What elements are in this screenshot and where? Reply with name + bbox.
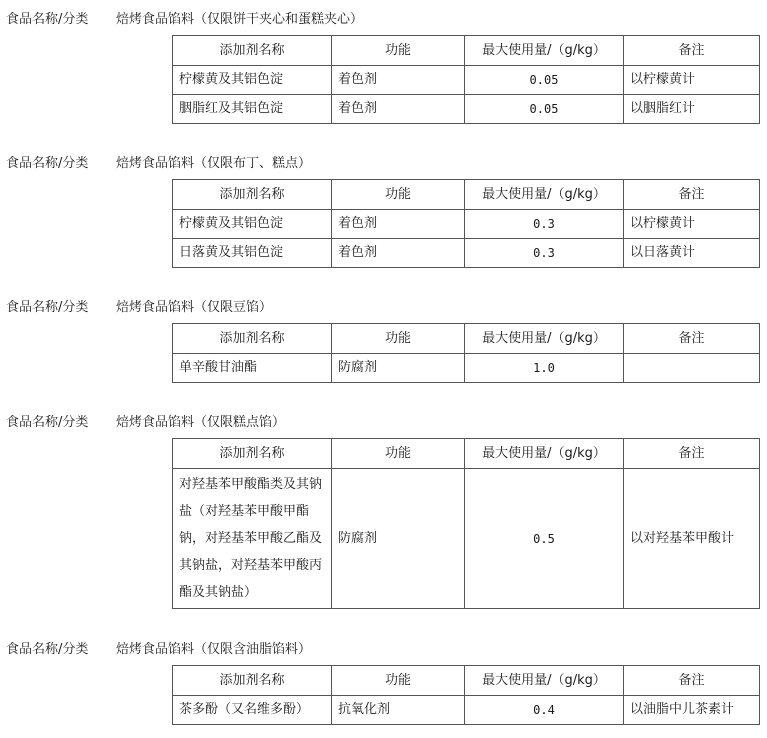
additive-table (172, 438, 760, 609)
header-max-usage: 最大使用量/（g/kg） (465, 36, 624, 66)
header-note: 备注 (624, 36, 760, 66)
function-cell: 防腐剂 (332, 354, 465, 383)
additive-name-cell: 日落黄及其铝色淀 (173, 239, 332, 268)
table-row (173, 354, 760, 383)
table-row (173, 469, 760, 609)
table-row (173, 696, 760, 725)
section-heading (6, 641, 311, 659)
header-additive-name: 添加剂名称 (173, 36, 332, 66)
food-category-name: 焙烤食品馅料（仅限含油脂馅料） (116, 642, 312, 657)
function-cell: 着色剂 (332, 66, 465, 95)
note-cell: 以胭脂红计 (624, 95, 760, 124)
additive-name-cell: 茶多酚（又名维多酚） (173, 696, 332, 725)
food-category-label: 食品名称/分类 (6, 642, 89, 657)
food-category-label: 食品名称/分类 (6, 12, 89, 27)
header-function: 功能 (332, 324, 465, 354)
section-heading (6, 414, 285, 432)
header-max-usage: 最大使用量/（g/kg） (465, 324, 624, 354)
header-note: 备注 (624, 180, 760, 210)
header-note: 备注 (624, 666, 760, 696)
table-header-row (173, 324, 760, 354)
additive-table (172, 35, 760, 124)
header-additive-name: 添加剂名称 (173, 180, 332, 210)
max-usage-cell: 0.3 (465, 210, 624, 239)
food-category-name: 焙烤食品馅料（仅限糕点馅） (116, 415, 286, 430)
function-cell: 抗氧化剂 (332, 696, 465, 725)
food-category-name: 焙烤食品馅料（仅限布丁、糕点） (116, 156, 312, 171)
additive-table (172, 323, 760, 383)
food-category-name: 焙烤食品馅料（仅限豆馅） (116, 300, 273, 315)
food-category-label: 食品名称/分类 (6, 300, 89, 315)
food-category-label: 食品名称/分类 (6, 415, 89, 430)
additive-name-cell: 对羟基苯甲酸酯类及其钠盐（对羟基苯甲酸甲酯钠，对羟基苯甲酸乙酯及其钠盐，对羟基苯甲酸丙酯及其钠盐） (173, 469, 332, 609)
table-header-row (173, 36, 760, 66)
max-usage-cell: 0.4 (465, 696, 624, 725)
section-heading (6, 299, 272, 317)
header-additive-name: 添加剂名称 (173, 666, 332, 696)
table-row (173, 239, 760, 268)
section-heading (6, 155, 311, 173)
max-usage-cell: 0.3 (465, 239, 624, 268)
table-header-row (173, 439, 760, 469)
header-function: 功能 (332, 439, 465, 469)
table-row (173, 66, 760, 95)
header-additive-name: 添加剂名称 (173, 324, 332, 354)
max-usage-cell: 0.5 (465, 469, 624, 609)
note-cell (624, 354, 760, 383)
header-max-usage: 最大使用量/（g/kg） (465, 180, 624, 210)
header-additive-name: 添加剂名称 (173, 439, 332, 469)
section-heading (6, 11, 363, 29)
table-row (173, 95, 760, 124)
header-max-usage: 最大使用量/（g/kg） (465, 666, 624, 696)
header-max-usage: 最大使用量/（g/kg） (465, 439, 624, 469)
header-function: 功能 (332, 180, 465, 210)
additive-name-cell: 柠檬黄及其铝色淀 (173, 210, 332, 239)
additive-name-cell: 柠檬黄及其铝色淀 (173, 66, 332, 95)
function-cell: 防腐剂 (332, 469, 465, 609)
function-cell: 着色剂 (332, 239, 465, 268)
note-cell: 以日落黄计 (624, 239, 760, 268)
header-function: 功能 (332, 666, 465, 696)
header-note: 备注 (624, 324, 760, 354)
additive-name-cell: 单辛酸甘油酯 (173, 354, 332, 383)
note-cell: 以柠檬黄计 (624, 66, 760, 95)
table-header-row (173, 666, 760, 696)
note-cell: 以柠檬黄计 (624, 210, 760, 239)
food-category-name: 焙烤食品馅料（仅限饼干夹心和蛋糕夹心） (116, 12, 364, 27)
max-usage-cell: 1.0 (465, 354, 624, 383)
table-header-row (173, 180, 760, 210)
table-row (173, 210, 760, 239)
note-cell: 以油脂中儿茶素计 (624, 696, 760, 725)
header-note: 备注 (624, 439, 760, 469)
note-cell: 以对羟基苯甲酸计 (624, 469, 760, 609)
max-usage-cell: 0.05 (465, 66, 624, 95)
additive-table (172, 179, 760, 268)
function-cell: 着色剂 (332, 95, 465, 124)
food-category-label: 食品名称/分类 (6, 156, 89, 171)
additive-name-cell: 胭脂红及其铝色淀 (173, 95, 332, 124)
header-function: 功能 (332, 36, 465, 66)
function-cell: 着色剂 (332, 210, 465, 239)
additive-table (172, 665, 760, 725)
max-usage-cell: 0.05 (465, 95, 624, 124)
